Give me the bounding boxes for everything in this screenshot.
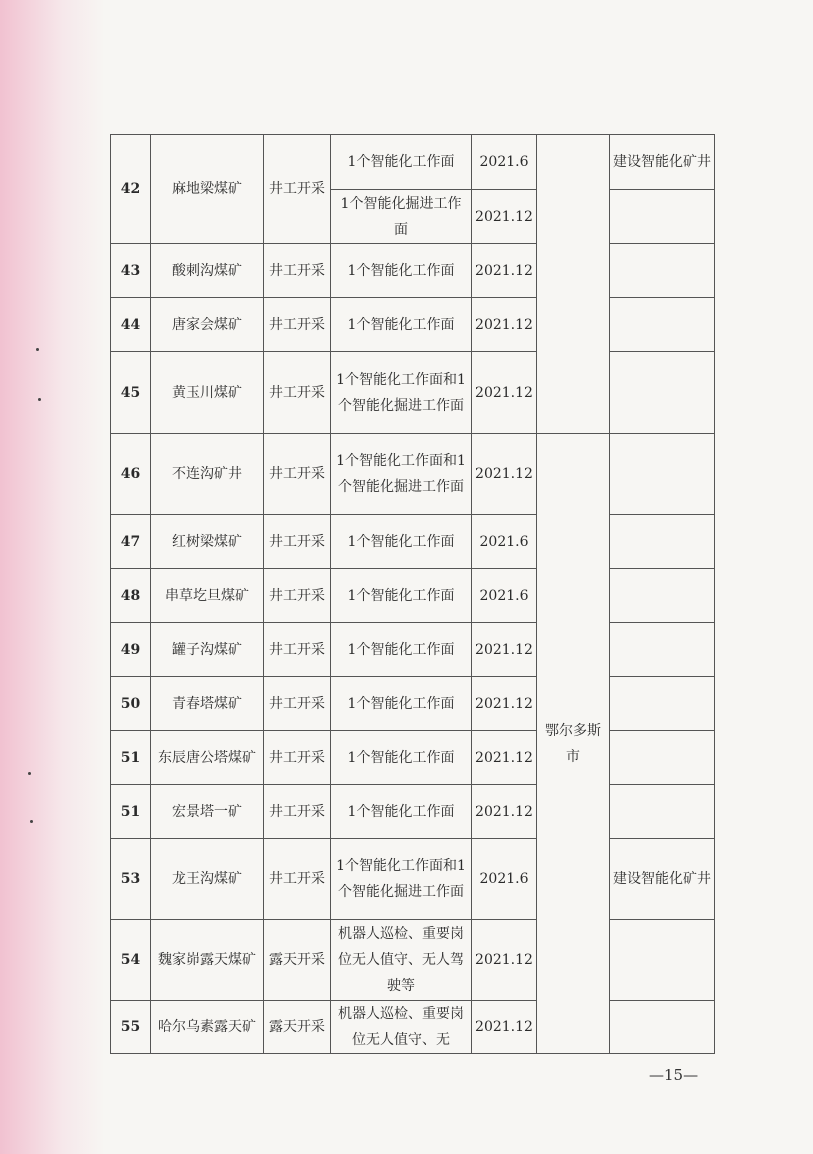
mine-table	[110, 134, 715, 1054]
note-cell	[610, 731, 715, 785]
note-cell	[610, 190, 715, 244]
mine-name: 麻地梁煤矿	[151, 135, 264, 244]
date-cell: 2021.12	[472, 920, 537, 1001]
date-cell: 2021.12	[472, 352, 537, 434]
table-row	[111, 515, 715, 569]
task-cell: 1个智能化工作面	[331, 623, 472, 677]
mining-mode: 井工开采	[264, 623, 331, 677]
page-number: —15—	[649, 1066, 699, 1084]
date-cell: 2021.12	[472, 298, 537, 352]
task-cell: 1个智能化工作面	[331, 785, 472, 839]
task-cell: 1个智能化工作面和1个智能化掘进工作面	[331, 839, 472, 920]
table-row	[111, 244, 715, 298]
row-number: 55	[111, 1001, 151, 1054]
note-cell	[610, 677, 715, 731]
mine-name: 罐子沟煤矿	[151, 623, 264, 677]
note-cell	[610, 244, 715, 298]
note-cell: 建设智能化矿井	[610, 135, 715, 190]
date-cell: 2021.12	[472, 190, 537, 244]
row-number: 53	[111, 839, 151, 920]
scan-speck	[30, 820, 33, 823]
note-cell	[610, 785, 715, 839]
mining-mode: 井工开采	[264, 677, 331, 731]
task-cell: 1个智能化工作面	[331, 298, 472, 352]
mine-name: 酸刺沟煤矿	[151, 244, 264, 298]
note-cell	[610, 298, 715, 352]
row-number: 51	[111, 731, 151, 785]
mine-name: 黄玉川煤矿	[151, 352, 264, 434]
table-row	[111, 920, 715, 1001]
mining-mode: 井工开采	[264, 839, 331, 920]
table-row	[111, 298, 715, 352]
table-row	[111, 623, 715, 677]
task-cell: 1个智能化工作面和1个智能化掘进工作面	[331, 352, 472, 434]
mining-mode: 井工开采	[264, 434, 331, 515]
mining-mode: 井工开采	[264, 515, 331, 569]
date-cell: 2021.6	[472, 135, 537, 190]
mining-mode: 井工开采	[264, 135, 331, 244]
task-cell: 机器人巡检、重要岗位无人值守、无	[331, 1001, 472, 1054]
mine-name: 红树梁煤矿	[151, 515, 264, 569]
note-cell	[610, 920, 715, 1001]
mine-name: 宏景塔一矿	[151, 785, 264, 839]
scan-speck	[36, 348, 39, 351]
row-number: 48	[111, 569, 151, 623]
row-number: 43	[111, 244, 151, 298]
row-number: 44	[111, 298, 151, 352]
mine-name: 龙王沟煤矿	[151, 839, 264, 920]
row-number: 50	[111, 677, 151, 731]
note-cell	[610, 1001, 715, 1054]
row-number: 42	[111, 135, 151, 244]
date-cell: 2021.12	[472, 623, 537, 677]
region-cell: 鄂尔多斯市	[537, 434, 610, 1054]
task-cell: 机器人巡检、重要岗位无人值守、无人驾驶等	[331, 920, 472, 1001]
table-row	[111, 569, 715, 623]
task-cell: 1个智能化工作面和1个智能化掘进工作面	[331, 434, 472, 515]
row-number: 46	[111, 434, 151, 515]
table-row	[111, 839, 715, 920]
date-cell: 2021.12	[472, 434, 537, 515]
date-cell: 2021.12	[472, 731, 537, 785]
note-cell	[610, 569, 715, 623]
mine-name: 东辰唐公塔煤矿	[151, 731, 264, 785]
task-cell: 1个智能化工作面	[331, 515, 472, 569]
mining-mode: 井工开采	[264, 298, 331, 352]
note-cell	[610, 434, 715, 515]
note-cell	[610, 352, 715, 434]
table-row	[111, 1001, 715, 1054]
mine-name: 唐家会煤矿	[151, 298, 264, 352]
task-cell: 1个智能化工作面	[331, 731, 472, 785]
date-cell: 2021.6	[472, 569, 537, 623]
mine-name: 青春塔煤矿	[151, 677, 264, 731]
note-cell: 建设智能化矿井	[610, 839, 715, 920]
scan-speck	[28, 772, 31, 775]
date-cell: 2021.12	[472, 677, 537, 731]
mining-mode: 井工开采	[264, 352, 331, 434]
task-cell: 1个智能化工作面	[331, 569, 472, 623]
table-row	[111, 434, 715, 515]
table-row	[111, 785, 715, 839]
date-cell: 2021.12	[472, 1001, 537, 1054]
date-cell: 2021.6	[472, 839, 537, 920]
table-row	[111, 135, 715, 190]
row-number: 51	[111, 785, 151, 839]
mining-mode: 露天开采	[264, 1001, 331, 1054]
table-row	[111, 352, 715, 434]
mine-name: 串草圪旦煤矿	[151, 569, 264, 623]
note-cell	[610, 515, 715, 569]
table-row	[111, 731, 715, 785]
table-row	[111, 677, 715, 731]
row-number: 45	[111, 352, 151, 434]
mine-name: 哈尔乌素露天矿	[151, 1001, 264, 1054]
region-cell-upper	[537, 135, 610, 434]
row-number: 47	[111, 515, 151, 569]
row-number: 54	[111, 920, 151, 1001]
mining-mode: 露天开采	[264, 920, 331, 1001]
task-cell: 1个智能化工作面	[331, 677, 472, 731]
date-cell: 2021.6	[472, 515, 537, 569]
task-cell: 1个智能化掘进工作面	[331, 190, 472, 244]
mining-mode: 井工开采	[264, 785, 331, 839]
page-edge-tint	[0, 0, 105, 1154]
row-number: 49	[111, 623, 151, 677]
mine-name: 不连沟矿井	[151, 434, 264, 515]
task-cell: 1个智能化工作面	[331, 244, 472, 298]
mine-name: 魏家峁露天煤矿	[151, 920, 264, 1001]
note-cell	[610, 623, 715, 677]
scan-speck	[38, 398, 41, 401]
task-cell: 1个智能化工作面	[331, 135, 472, 190]
mining-mode: 井工开采	[264, 244, 331, 298]
date-cell: 2021.12	[472, 785, 537, 839]
mining-mode: 井工开采	[264, 731, 331, 785]
date-cell: 2021.12	[472, 244, 537, 298]
mining-mode: 井工开采	[264, 569, 331, 623]
